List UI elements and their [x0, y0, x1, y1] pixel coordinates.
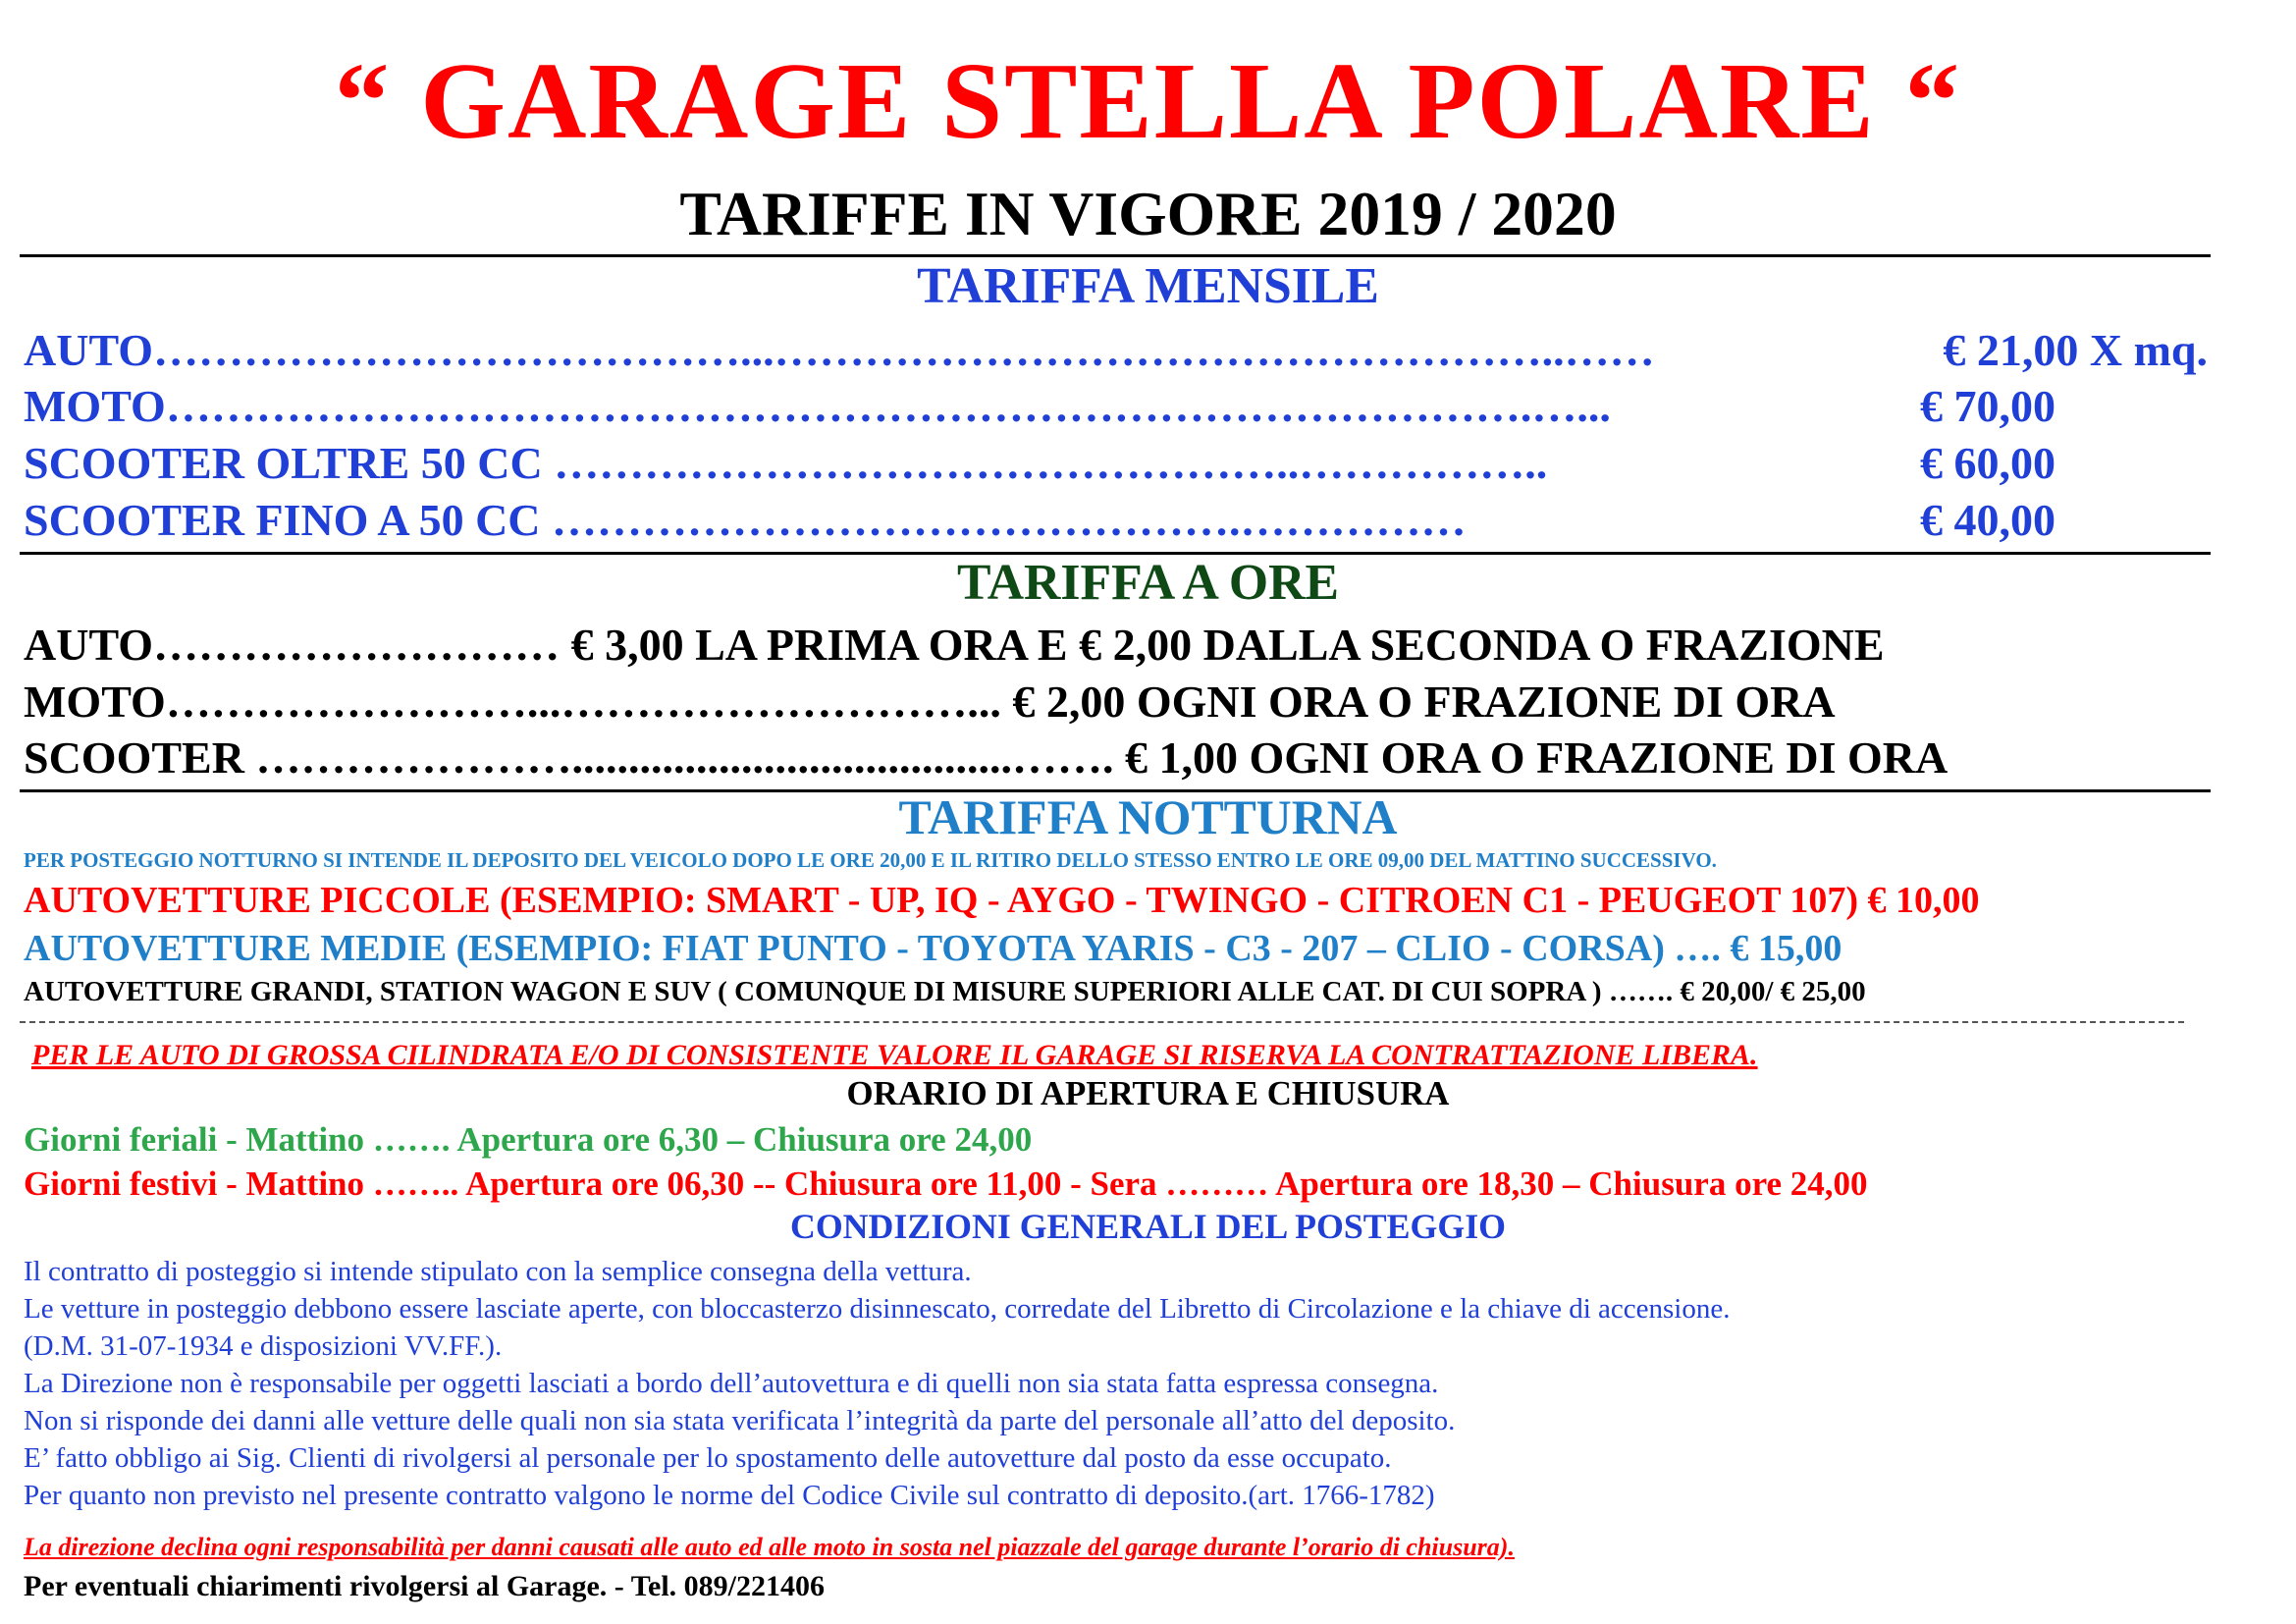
night-medium-cars: AUTOVETTURE MEDIE (ESEMPIO: FIAT PUNTO - TOYOTA YARIS - C3 - 207 – CLIO - CORSA) …. € 15,00 [24, 928, 1842, 969]
conditions-line: Per quanto non previsto nel presente contratto valgono le norme del Codice Civile sul contratto di deposito.(art. 1766-1782) [24, 1480, 1435, 1511]
disclaimer: La direzione declina ogni responsabilità per danni causati alle auto ed alle moto in sosta nel piazzale del garage durante l’orario di chiusura). [24, 1533, 1515, 1561]
dashed-divider [20, 1021, 2184, 1023]
night-heading: TARIFFA NOTTURNA [898, 790, 1398, 844]
hours-heading: ORARIO DI APERTURA E CHIUSURA [846, 1074, 1450, 1112]
monthly-label: SCOOTER OLTRE 50 CC …………………………………………..…………….. [24, 438, 1548, 488]
hours-holidays: Giorni festivi - Mattino …….. Apertura ore 06,30 -- Chiusura ore 11,00 - Sera ……… Apertura ore 18,30 – Chiusura ore 24,00 [24, 1164, 1868, 1203]
hourly-row-moto: MOTO……………………...………………………... € 2,00 OGNI ORA O FRAZIONE DI ORA [24, 677, 1836, 727]
monthly-row-scooter-up-to-50 [24, 495, 2056, 545]
monthly-row-auto [24, 325, 2208, 375]
hourly-row-scooter: SCOOTER ………………….......................................……. € 1,00 OGNI ORA O FRAZIONE DI ORA [24, 732, 1949, 783]
night-large-cars: AUTOVETTURE GRANDI, STATION WAGON E SUV ( COMUNQUE DI MISURE SUPERIORI ALLE CAT. DI CUI SOPRA ) ……. € 20,00/ € 25,00 [24, 976, 1866, 1007]
hourly-heading: TARIFFA A ORE [957, 555, 1339, 611]
monthly-price: € 40,00 [1920, 495, 2056, 545]
conditions-line: Il contratto di posteggio si intende stipulato con la semplice consegna della vettura. [24, 1256, 972, 1287]
conditions-line: Non si risponde dei danni alle vetture delle quali non sia stata verificata l’integrità da parte del personale all’atto del deposito. [24, 1405, 1456, 1436]
monthly-price: € 21,00 X mq. [1943, 325, 2208, 375]
conditions-heading: CONDIZIONI GENERALI DEL POSTEGGIO [789, 1207, 1507, 1246]
monthly-price: € 60,00 [1920, 438, 2056, 488]
night-small-cars: AUTOVETTURE PICCOLE (ESEMPIO: SMART - UP, IQ - AYGO - TWINGO - CITROEN C1 - PEUGEOT 107) € 10,00 [24, 880, 1980, 921]
divider [20, 254, 2211, 257]
night-note: PER POSTEGGIO NOTTURNO SI INTENDE IL DEPOSITO DEL VEICOLO DOPO LE ORE 20,00 E IL RITIRO DELLO STESSO ENTRO LE ORE 09,00 DEL MATTINO SUCCESSIVO. [24, 848, 1717, 872]
monthly-row-scooter-over-50 [24, 438, 2056, 488]
monthly-label: AUTO…………………………………...……………………………………………..…… [24, 325, 1655, 375]
conditions-line: La Direzione non è responsabile per oggetti lasciati a bordo dell’autovettura e di quelli non sia stata fatta espressa consegna. [24, 1368, 1439, 1399]
conditions-line: Le vetture in posteggio debbono essere lasciate aperte, con bloccasterzo disinnescato, corredate del Libretto di Circolazione e la chiave di accensione. [24, 1293, 1731, 1325]
hours-weekdays: Giorni feriali - Mattino ……. Apertura ore 6,30 – Chiusura ore 24,00 [24, 1120, 1033, 1159]
hourly-row-auto: AUTO……………………… € 3,00 LA PRIMA ORA E € 2,00 DALLA SECONDA O FRAZIONE [24, 620, 1885, 670]
conditions-line: E’ fatto obbligo ai Sig. Clienti di rivolgersi al personale per lo spostamento delle autovetture dal posto da esse occupato. [24, 1442, 1392, 1474]
monthly-row-moto [24, 381, 2056, 431]
monthly-heading: TARIFFA MENSILE [917, 258, 1379, 314]
page-title: “ GARAGE STELLA POLARE “ [334, 41, 1962, 162]
conditions-line: (D.M. 31-07-1934 e disposizioni VV.FF.). [24, 1330, 503, 1362]
monthly-label: SCOOTER FINO A 50 CC ……………………………………….…………… [24, 495, 1467, 545]
monthly-label: MOTO……………………………………………………………………………….…... [24, 381, 1611, 431]
monthly-price: € 70,00 [1920, 381, 2056, 431]
page-subtitle: TARIFFE IN VIGORE 2019 / 2020 [679, 179, 1617, 248]
luxury-notice: PER LE AUTO DI GROSSA CILINDRATA E/O DI CONSISTENTE VALORE IL GARAGE SI RISERVA LA CONTRATTAZIONE LIBERA. [31, 1039, 1758, 1071]
contact-info: Per eventuali chiarimenti rivolgersi al Garage. - Tel. 089/221406 [24, 1570, 825, 1602]
